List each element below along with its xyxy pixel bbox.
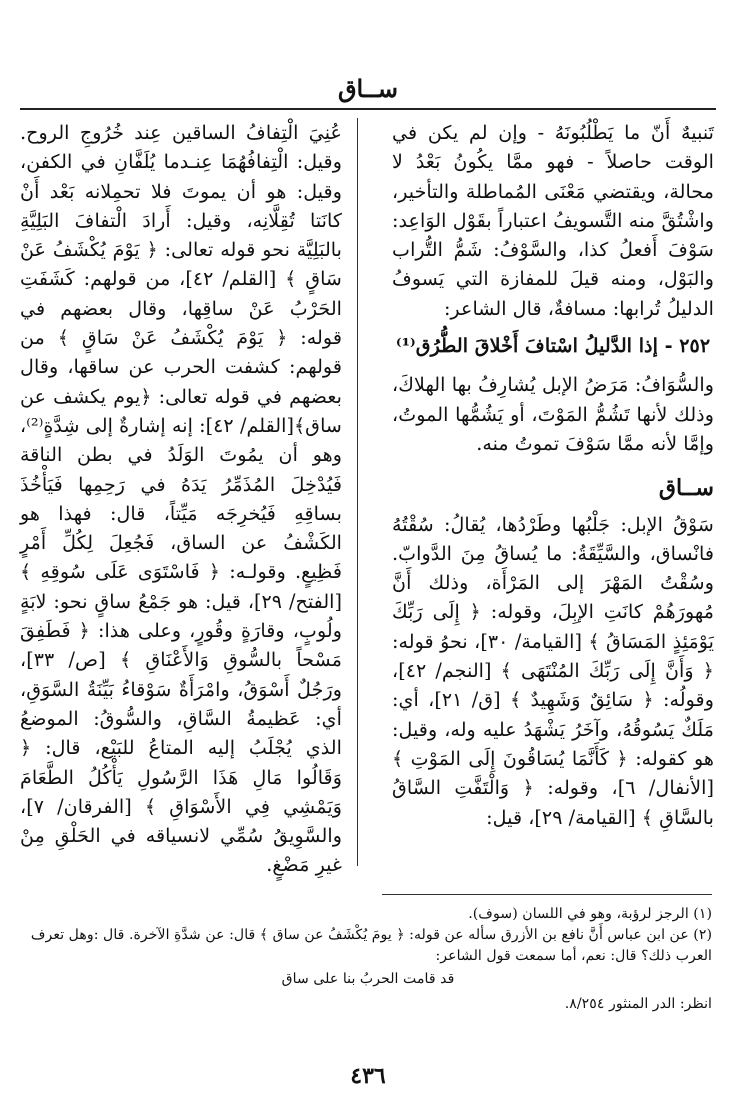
- entry-heading: ســاق: [658, 475, 714, 502]
- column-divider: [357, 118, 358, 866]
- entry-text: سَوْقُ الإبل: جَلْبُها وطَرْدُها، يُقالُ: سُقْتُهُ فانْساق، والسَّيِّقَةُ: ما يُساقُ مِنَ الدَّوابّ. وسُقْتُ المَهْرَ إلى المَرْأَة، وذلك أَنَّ مُهورَهُمْ كانَتِ الإبِلَ، وقوله: ﴿ إِلَى رَبِّكَ يَوْمَئِذٍ المَسَاقُ ﴾ [القيامة/ ٣٠]، نحوُ قوله: ﴿ وَأَنَّ إِلَى رَبِّكَ المُنْتَهَى ﴾ [النجم/ ٤٢]، وقولُه: ﴿ سَائِقٌ وَشَهِيدٌ ﴾ [ق/ ٢١]، أي: مَلَكٌ يَسُوقُهُ، وآخَرُ يَشْهَدُ عليه وله، وقيل: هو كقوله: ﴿ كَأَنَّمَا يُسَاقُونَ إِلَى المَوْتِ ﴾ [الأنفال/ ٦]، وقوله: ﴿ وَالْتَفَّتِ السَّاقُ بالسَّاقِ ﴾ [القيامة/ ٢٩]، قيل:: [392, 512, 714, 829]
- footnote-source: انظر: الدر المنثور ٨/٢٥٤.: [564, 996, 712, 1012]
- footnote-2: (٢) عن ابن عباس أَنَّ نافع بن الأزرق سأله عن قوله: ﴿ يومَ يُكْشَفُ عن ساق ﴾ قال: عن شدَّةِ الآخرة. قال :وهل تعرف العرب ذلك؟ قال: نعم، أما سمعت قول الشاعر:: [30, 927, 712, 964]
- poetry-verse: ٢٥٢ - إذا الدَّليلُ اسْتافَ أَخْلاقَ الطُّرُق⁽¹⁾: [395, 334, 711, 358]
- footnote-divider: [382, 894, 712, 895]
- page-header: [20, 74, 716, 110]
- footnotes: [24, 904, 712, 1015]
- right-column: [392, 118, 714, 832]
- footnote-poem: قد قامت الحربُ بنا على ساق: [281, 971, 455, 987]
- footnote-1: (١) الرجز لرؤبة، وهو في اللسان (سوف).: [468, 906, 712, 922]
- running-headword: ســاق: [337, 74, 399, 103]
- entry-text: تَنبيهٌ أَنّ ما يَطْلُبُونَهُ - وإن لم يكن في الوقت حاصلاً - فهو ممَّا يكُونُ بَعْدُ لا محالة، ويقتضي مَعْنَى المُماطلة والتأخير، واشْتُقَّ منه التَّسويفُ اعتباراً بقَوْل الوَاعِد: سَوْفَ أَفعلُ كذا، والسَّوْفُ: شَمُّ التُّراب والبَوْل، ومنه قيلَ للمفازة التي يَسوفُ الدليلُ تُرابها: مسافةٌ، قال الشاعر:: [392, 121, 714, 320]
- page-number: ٤٣٦: [350, 1063, 386, 1089]
- left-column: [20, 118, 342, 880]
- entry-text: عُنِيَ الْتِفافُ الساقين عِند خُرُوجِ الروح. وقيل: الْتِفافُهُمَا عِنـدما يُلَفَّانِ في الكفن، وقيل: هو أن يموتَ فلا تحمِلانه بَعْد أَنْ كانَتا تُقِلَّانِه، وقيل: أَرادَ الْتفافَ البَلِيَّةِ بالبَلِيَّة نحو قوله تعالى: ﴿ يَوْمَ يُكْشَفُ عَنْ سَاقٍ ﴾ [القلم/ ٤٢]، من قولهم: كَشَفَتِ الحَرْبُ عَنْ ساقِها، وقال بعضهم في قوله: ﴿ يَوْمَ يُكْشَفُ عَنْ سَاقٍ ﴾ من قولهم: كشفت الحرب عن ساقها، وقال بعضهم في قوله تعالى: ﴿يوم يكشف عن ساق﴾[القلم/ ٤٢]: إنه إشارةٌ إلى شِدَّةٍ⁽²⁾، وهو أن يمُوتَ الوَلَدُ في بطن الناقة فَيُدْخِلَ المُذَمِّرُ يَدَهُ في رَحِمِها فَيَأْخُذَ بساقِهِ فَيُخرِجَه مَيِّتاً، قال: فهذا هو الكَشْفُ عن الساق، فَجُعِلَ لِكُلِّ أَمْرٍ فَظِيعٍ. وقولـه: ﴿ فَاسْتَوَى عَلَى سُوقِهِ ﴾ [الفتح/ ٢٩]، قيل: هو جَمْعُ ساقٍ نحو: لابَةٍ ولُوبٍ، وقارَةٍ وقُورٍ، وعلى هذا: ﴿ فَطَفِقَ مَسْحاً بالسُّوقِ وَالأَعْنَاقِ ﴾ [ص/ ٣٣]، ورَجُلٌ أَسْوَقُ، وامْرَأَةٌ سَوْقاءُ بَيِّنَةُ السَّوَقِ، أي: عَظيمةُ السَّاقِ، والسُّوقُ: الموضعُ الذي يُجْلَبُ إليه المتاعُ للبَيْع، قال: ﴿ وَقَالُوا مَالِ هَذَا الرَّسُولِ يَأْكُلُ الطَّعَامَ وَيَمْشِي فِي الأَسْوَاقِ ﴾ [الفرقان/ ٧]، والسَّوِيقُ سُمِّي لانسياقه في الحَلْقِ مِنْ غيرِ مَضْغٍ.: [20, 121, 343, 877]
- entry-text: والسُّوَافُ: مَرَضُ الإبل يُشارِفُ بها الهلاكَ، وذلك لأنها تَشُمُّ المَوْتَ، أو يَشُمُّها الموتُ، وإمَّا لأنه ممَّا سَوْفَ تموتُ منه.: [392, 373, 714, 455]
